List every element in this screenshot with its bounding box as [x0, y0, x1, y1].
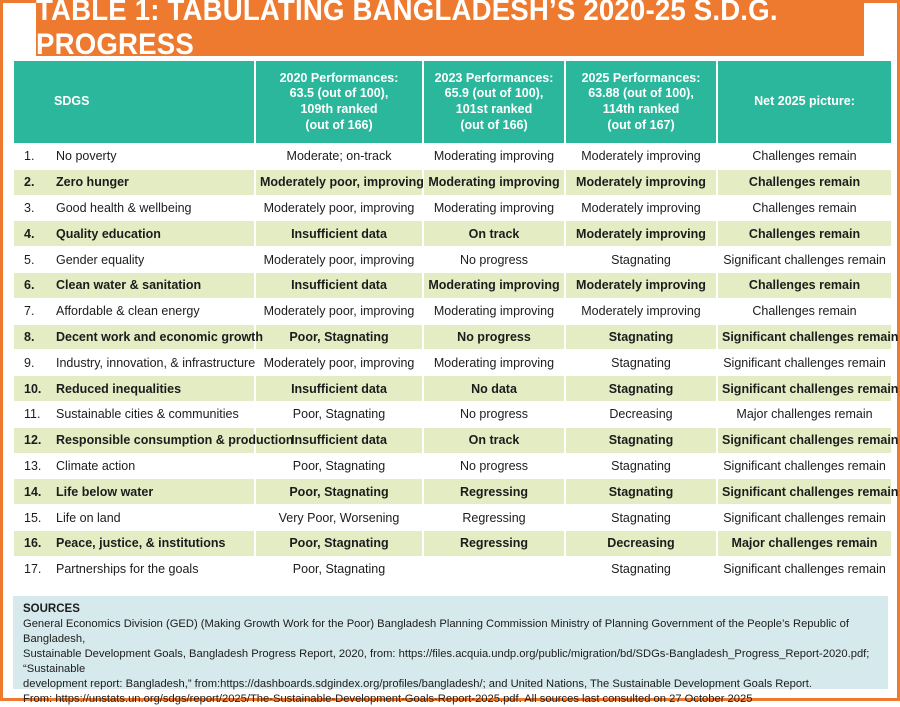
goal-number: 5.	[24, 252, 35, 267]
goal-cell	[14, 557, 254, 582]
cell-2023: No progress	[459, 407, 529, 422]
table-row	[14, 505, 891, 530]
cell-2025: Moderately improving	[581, 304, 701, 319]
cell-2025: Decreasing	[609, 407, 673, 422]
header-line: 63.5 (out of 100),	[289, 86, 389, 101]
goal-number: 14.	[24, 484, 42, 499]
goal-cell	[14, 402, 254, 427]
cell-2023: Regressing	[424, 531, 564, 556]
cell-net: Significant challenges remain	[723, 510, 886, 525]
goal-cell	[14, 376, 254, 401]
goal-number: 4.	[24, 226, 35, 241]
cell-2020: Moderately poor, improving	[263, 304, 415, 319]
table-title: TABLE 1: TABULATING BANGLADESH’S 2020-25 S.D.G. PROGRESS	[36, 0, 864, 56]
cell-2025: Moderately improving	[581, 149, 701, 164]
table-row	[14, 402, 891, 427]
goal-number: 15.	[24, 510, 42, 525]
header-line: (out of 166)	[305, 117, 373, 132]
header-line: 109th ranked	[300, 102, 378, 116]
cell-2023: Moderating improving	[433, 355, 555, 370]
goal-number: 8.	[24, 329, 35, 344]
cell-2020: Moderate; on-track	[286, 149, 392, 164]
table-row	[14, 531, 891, 556]
cell-2023: On track	[424, 428, 564, 453]
goal-name: Affordable & clean energy	[56, 304, 200, 319]
cell-net: Major challenges remain	[736, 407, 873, 422]
cell-2023: No progress	[424, 325, 564, 350]
table-row	[14, 376, 891, 401]
cell-2020: Very Poor, Worsening	[278, 510, 400, 525]
cell-2025: Decreasing	[566, 531, 716, 556]
cell-net: Significant challenges remain	[718, 479, 891, 504]
goal-name: Decent work and economic growth	[56, 329, 263, 344]
goal-number: 16.	[24, 536, 42, 551]
cell-2023: Moderating improving	[433, 304, 555, 319]
cell-2025: Stagnating	[611, 458, 671, 473]
source-line: Sustainable Development Goals, Bangladesh Progress Report, 2020, from: https://files.acquia.undp.org/public/migration/bd/SDGs-Bangladesh_Progress_Report-2020.pdf; “Sustainable	[23, 648, 870, 675]
goal-name: Zero hunger	[56, 175, 129, 190]
cell-2020: Insufficient data	[256, 221, 422, 246]
goal-cell	[14, 196, 254, 221]
table-row	[14, 299, 891, 324]
goal-name: Climate action	[56, 458, 136, 473]
goal-number: 11.	[24, 407, 41, 422]
cell-2020: Insufficient data	[256, 273, 422, 298]
cell-2020: Moderately poor, improving	[263, 252, 415, 267]
cell-2023	[424, 557, 564, 582]
goal-number: 13.	[24, 458, 42, 473]
cell-2025: Stagnating	[566, 325, 716, 350]
goal-number: 1.	[24, 149, 35, 164]
goal-number: 9.	[24, 355, 35, 370]
cell-2020: Poor, Stagnating	[292, 407, 386, 422]
goal-name: Good health & wellbeing	[56, 200, 192, 215]
sources-heading: SOURCES	[23, 603, 80, 615]
goal-cell	[14, 170, 254, 195]
cell-net: Significant challenges remain	[723, 355, 886, 370]
table-row	[14, 325, 891, 350]
table-row	[14, 170, 891, 195]
cell-2023: Moderating improving	[424, 273, 564, 298]
cell-2020: Poor, Stagnating	[292, 458, 386, 473]
goal-name: Peace, justice, & institutions	[56, 536, 226, 551]
cell-2020: Moderately poor, improving	[263, 355, 415, 370]
goal-number: 6.	[24, 278, 35, 293]
cell-2020: Poor, Stagnating	[256, 531, 422, 556]
cell-2023: Regressing	[424, 479, 564, 504]
table-row	[14, 428, 891, 453]
cell-2025: Stagnating	[611, 252, 671, 267]
cell-2025: Moderately improving	[566, 170, 716, 195]
sdg-progress-table	[12, 60, 899, 583]
goal-name: Industry, innovation, & infrastructure	[56, 355, 256, 370]
header-line: 2020 Performances:	[279, 70, 399, 85]
cell-net: Significant challenges remain	[723, 562, 886, 577]
goal-cell	[14, 299, 254, 324]
cell-net: Significant challenges remain	[718, 428, 891, 453]
cell-2025: Moderately improving	[581, 200, 701, 215]
cell-2023: Regressing	[462, 510, 526, 525]
cell-2025: Stagnating	[566, 376, 716, 401]
goal-cell	[14, 325, 263, 350]
table-row	[14, 479, 891, 504]
source-line: General Economics Division (GED) (Making Growth Work for the Poor) Bangladesh Planning Commission Ministry of Planning Government of the People’s Republic of Bangladesh,	[23, 618, 849, 646]
cell-net: Significant challenges remain	[723, 252, 886, 267]
header-line: 65.9 (out of 100),	[444, 86, 544, 101]
cell-2020: Poor, Stagnating	[256, 479, 422, 504]
header-line: 63.88 (out of 100),	[588, 86, 694, 101]
column-header-2020	[256, 61, 422, 143]
goal-name: Clean water & sanitation	[56, 278, 202, 293]
goal-cell	[14, 350, 254, 375]
cell-2023: Moderating improving	[424, 170, 564, 195]
header-line: 114th ranked	[602, 102, 680, 116]
table-row	[14, 454, 891, 479]
goal-name: Responsible consumption & production	[56, 433, 294, 448]
goal-cell	[14, 428, 294, 453]
goal-name: Reduced inequalities	[56, 381, 182, 396]
header-line: 2023 Performances:	[434, 70, 554, 85]
goal-name: Gender equality	[56, 252, 145, 267]
goal-cell	[14, 273, 254, 298]
goal-cell	[14, 479, 254, 504]
table-row	[14, 557, 891, 582]
cell-2023: Moderating improving	[433, 200, 555, 215]
header-row	[14, 61, 891, 143]
goal-number: 2.	[24, 175, 35, 190]
goal-cell	[14, 531, 254, 556]
table-row	[14, 273, 891, 298]
header-line: (out of 166)	[460, 117, 528, 132]
column-header-2023	[424, 61, 564, 143]
goal-number: 10.	[24, 381, 42, 396]
source-line: development report: Bangladesh,” from:https://dashboards.sdgindex.org/profiles/bangladesh/; and United Nations, The Sustainable Development Goals Report.	[23, 677, 812, 690]
cell-2020: Poor, Stagnating	[256, 325, 422, 350]
cell-net: Challenges remain	[752, 200, 857, 215]
header-line: 2025 Performances:	[581, 70, 701, 85]
cell-2023: Moderating improving	[433, 149, 555, 164]
cell-net: Significant challenges remain	[723, 458, 886, 473]
goal-cell	[14, 221, 254, 246]
cell-net: Challenges remain	[718, 273, 891, 298]
goal-number: 12.	[24, 433, 42, 448]
cell-2020: Moderately poor, improving	[263, 200, 415, 215]
table-row	[14, 221, 891, 246]
goal-name: No poverty	[56, 149, 117, 164]
cell-2025: Stagnating	[611, 562, 671, 577]
source-line: From: https://unstats.un.org/sdgs/report/2025/The-Sustainable-Development-Goals-Report-2025.pdf. All sources last consulted on 27 October 2025	[23, 692, 753, 705]
cell-2023: No progress	[459, 252, 529, 267]
table-row	[14, 144, 891, 169]
goal-cell	[14, 454, 254, 479]
cell-2023: No data	[424, 376, 564, 401]
cell-2020: Moderately poor, improving	[256, 170, 422, 195]
cell-net: Significant challenges remain	[718, 325, 891, 350]
goal-name: Quality education	[56, 226, 161, 241]
cell-net: Challenges remain	[718, 221, 891, 246]
cell-2025: Stagnating	[611, 510, 671, 525]
goal-number: 3.	[24, 200, 35, 215]
cell-net: Challenges remain	[752, 149, 857, 164]
cell-2025: Stagnating	[566, 479, 716, 504]
cell-net: Challenges remain	[718, 170, 891, 195]
goal-cell	[14, 247, 254, 272]
goal-cell	[14, 505, 254, 530]
goal-number: 7.	[24, 304, 35, 319]
cell-2025: Stagnating	[611, 355, 671, 370]
goal-name: Life on land	[56, 510, 121, 525]
cell-2020: Poor, Stagnating	[292, 562, 386, 577]
table-row	[14, 196, 891, 221]
column-header-sdgs: SDGS	[14, 61, 254, 143]
column-header-2025	[566, 61, 716, 143]
goal-name: Partnerships for the goals	[56, 562, 199, 577]
sources-box	[13, 596, 888, 705]
table-body	[14, 144, 899, 582]
cell-2025: Moderately improving	[566, 221, 716, 246]
cell-2020: Insufficient data	[256, 428, 422, 453]
header-line: (out of 167)	[607, 117, 675, 132]
cell-2025: Stagnating	[566, 428, 716, 453]
cell-2025: Moderately improving	[566, 273, 716, 298]
cell-net: Major challenges remain	[718, 531, 891, 556]
goal-cell	[14, 144, 254, 169]
cell-2023: On track	[424, 221, 564, 246]
column-header-net: Net 2025 picture:	[718, 61, 891, 143]
cell-2023: No progress	[459, 458, 529, 473]
cell-2020: Insufficient data	[256, 376, 422, 401]
goal-name: Sustainable cities & communities	[56, 407, 239, 422]
goal-number: 17.	[24, 562, 42, 577]
header-line: 101st ranked	[455, 102, 533, 116]
cell-net: Challenges remain	[752, 304, 857, 319]
goal-name: Life below water	[56, 484, 154, 499]
table-row	[14, 350, 891, 375]
table-row	[14, 247, 891, 272]
cell-net: Significant challenges remain	[718, 376, 891, 401]
